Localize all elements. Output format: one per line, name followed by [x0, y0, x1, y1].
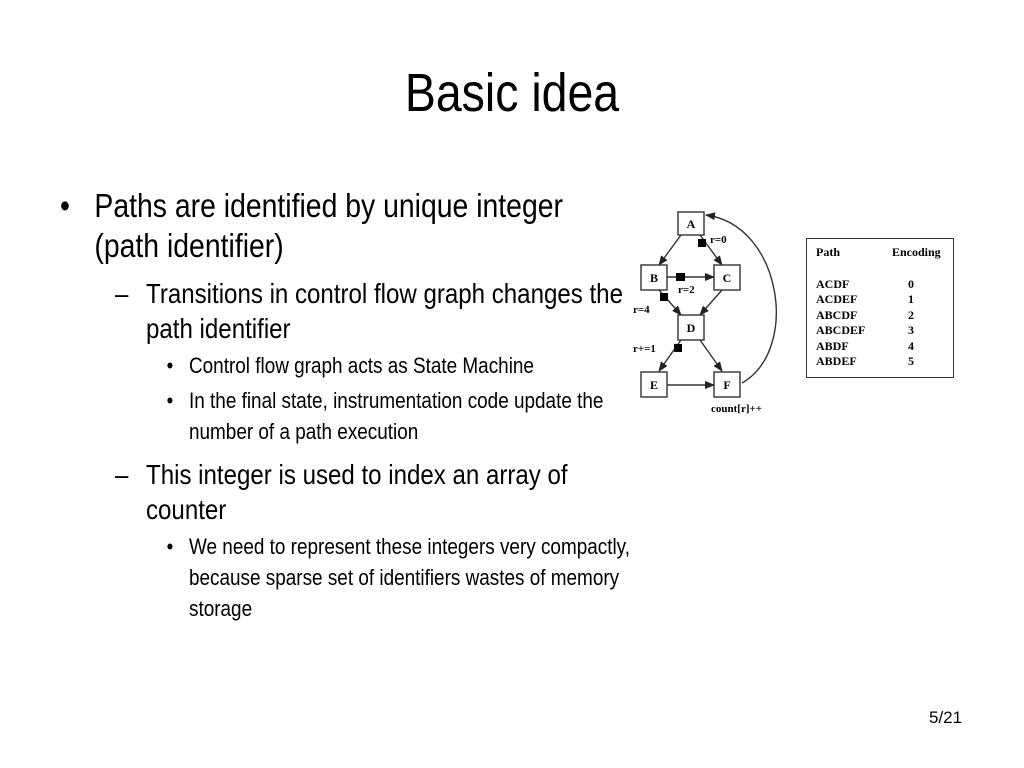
header-path: Path — [816, 245, 840, 259]
encoding-cell: 0 — [908, 277, 914, 291]
encoding-cell: 5 — [908, 353, 914, 368]
bullet-level3 — [60, 385, 671, 447]
edge-label-r2: r=2 — [678, 284, 695, 296]
path-cell: ACDEF — [816, 292, 858, 307]
path-cell: ABCDF — [816, 307, 858, 322]
edge-a-b — [659, 235, 681, 265]
table-row — [816, 339, 946, 354]
probe-marker — [698, 239, 706, 247]
bullet-level3 — [60, 350, 671, 381]
probe-marker — [676, 273, 685, 281]
table-row — [816, 354, 946, 369]
bullet-text: In the final state, instrumentation code update the number of a path execution — [189, 388, 604, 444]
encoding-cell: 3 — [908, 323, 914, 338]
bullet-marker: • — [166, 353, 174, 378]
edge-d-f — [700, 340, 722, 371]
encoding-cell: 1 — [908, 292, 914, 307]
encoding-table-rows — [816, 277, 946, 369]
bullet-level3 — [60, 531, 671, 624]
slide-title: Basic idea — [404, 63, 620, 123]
node-label-f: F — [723, 378, 731, 392]
bullet-marker: • — [166, 534, 174, 559]
node-label-a: A — [686, 217, 696, 231]
path-cell: ACDF — [816, 277, 850, 291]
edge-label-r4: r=4 — [633, 304, 650, 316]
node-label-d: D — [686, 321, 696, 335]
edge-label-count: count[r]++ — [711, 403, 763, 415]
node-label-b: B — [649, 271, 659, 285]
path-cell: ABDEF — [816, 353, 857, 368]
header-encoding: Encoding — [892, 245, 941, 259]
edge-label-r-plus1: r+=1 — [633, 343, 656, 355]
dash-marker: – — [115, 459, 129, 490]
bullet-text: Paths are identified by unique integer (path identifier) — [94, 187, 563, 264]
bullet-level2 — [60, 276, 636, 346]
path-cell: ABDF — [816, 338, 849, 353]
bullet-marker: • — [166, 388, 174, 413]
bullet-level2 — [60, 457, 636, 527]
bullet-text: This integer is used to index an array of counter — [146, 459, 568, 525]
page-number: 5/21 — [929, 708, 963, 727]
encoding-cell: 2 — [908, 307, 914, 322]
dash-marker: – — [115, 278, 129, 309]
probe-marker — [660, 293, 668, 301]
bullet-marker: • — [60, 187, 70, 224]
probe-marker — [674, 344, 682, 352]
node-label-c: C — [722, 271, 732, 285]
bullet-list — [60, 186, 630, 624]
encoding-cell: 4 — [908, 338, 914, 353]
table-row — [816, 277, 946, 292]
table-row — [816, 323, 946, 338]
control-flow-graph — [628, 200, 798, 430]
node-label-e: E — [649, 378, 659, 392]
path-cell: ABCDEF — [816, 323, 866, 338]
edge-label-r0: r=0 — [710, 234, 727, 246]
table-row — [816, 292, 946, 307]
bullet-level1 — [60, 186, 576, 266]
edge-c-d — [700, 290, 722, 315]
table-row — [816, 308, 946, 323]
bullet-text: Transitions in control flow graph changes the path identifier — [146, 278, 623, 344]
bullet-text: Control flow graph acts as State Machine — [189, 353, 534, 378]
bullet-text: We need to represent these integers very compactly, because sparse set of identifiers wastes of memory storage — [189, 534, 630, 621]
encoding-table — [806, 238, 954, 378]
